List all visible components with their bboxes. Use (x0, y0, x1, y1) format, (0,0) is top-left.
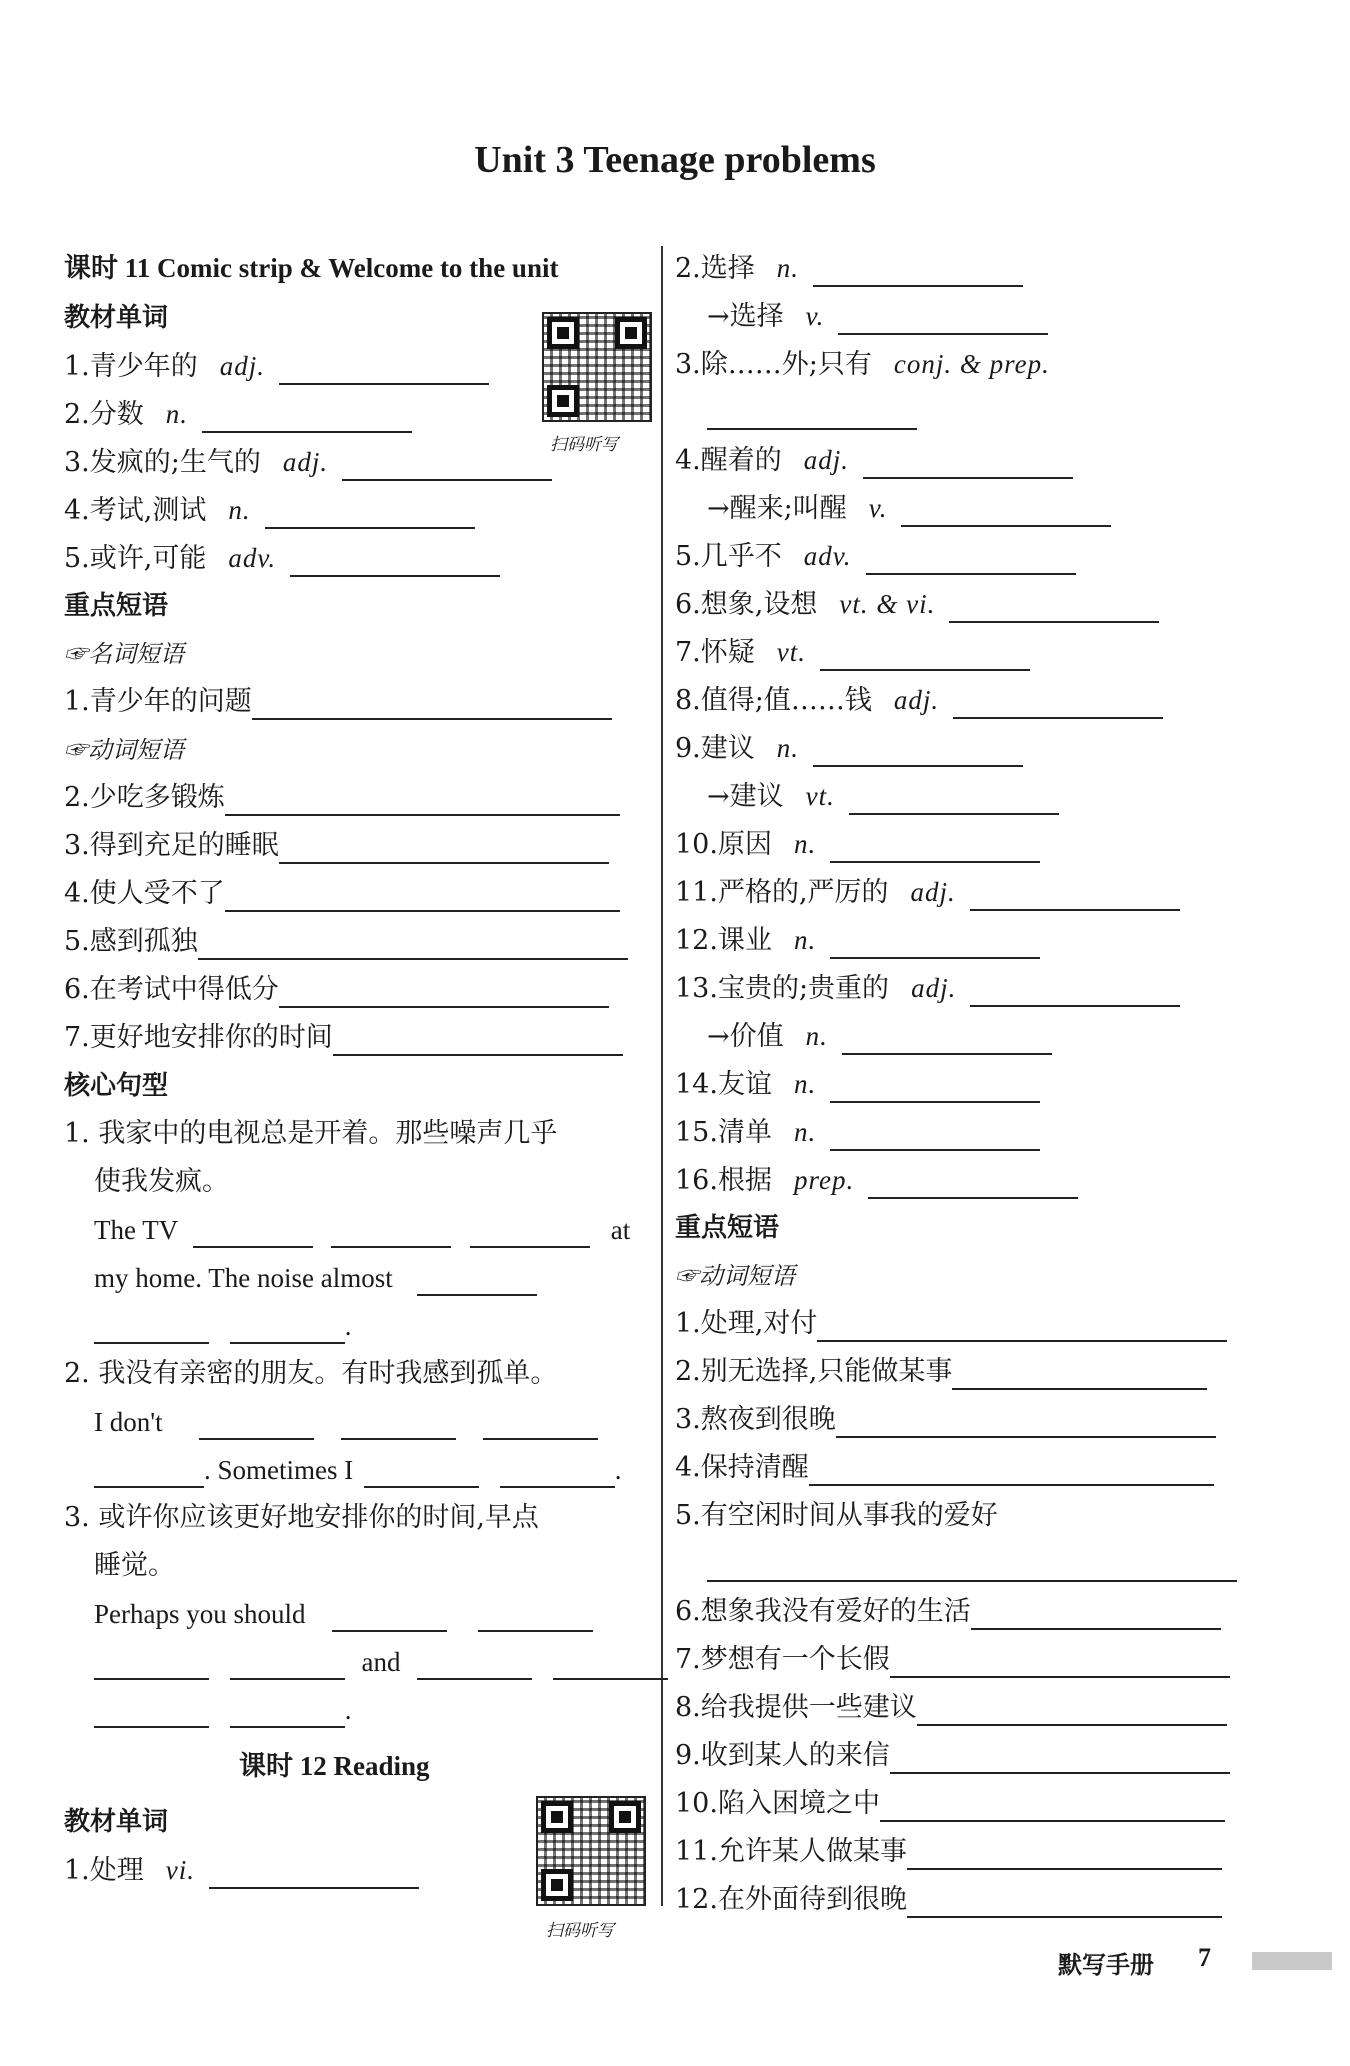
phrase-item: 2.别无选择,只能做某事 (675, 1354, 1207, 1390)
answer-blank[interactable] (849, 785, 1059, 815)
answer-blank[interactable] (813, 737, 1023, 767)
answer-blank[interactable] (500, 1458, 615, 1488)
answer-blank[interactable] (971, 1600, 1221, 1630)
answer-blank[interactable] (417, 1266, 537, 1296)
answer-blank[interactable] (890, 1744, 1230, 1774)
answer-blank[interactable] (252, 690, 612, 720)
phrase-item: 3.得到充足的睡眠 (64, 828, 609, 864)
sentence-3-cn-cont: 睡觉。 (94, 1550, 175, 1581)
vocab-item: 15.清单 n. (675, 1114, 1040, 1151)
answer-blank[interactable] (483, 1410, 598, 1440)
answer-blank[interactable] (94, 1314, 209, 1344)
answer-blank[interactable] (279, 978, 609, 1008)
vocab-item: →醒来;叫醒 v. (707, 490, 1111, 527)
phrase-item: 4.保持清醒 (675, 1450, 1214, 1486)
phrase-item: 7.梦想有一个长假 (675, 1642, 1230, 1678)
qr-label: 扫码听写 (550, 435, 618, 455)
phrase-item: 8.给我提供一些建议 (675, 1690, 1227, 1726)
answer-blank[interactable] (863, 449, 1073, 479)
answer-blank[interactable] (225, 882, 620, 912)
phrase-item-blank-line (707, 1546, 1237, 1582)
answer-blank[interactable] (952, 1360, 1207, 1390)
answer-blank[interactable] (225, 786, 620, 816)
sentence-3-en-cont: and (94, 1644, 668, 1680)
verb-phrase-category: ☞动词短语 (675, 1262, 795, 1290)
answer-blank[interactable] (279, 355, 489, 385)
answer-blank[interactable] (907, 1840, 1222, 1870)
vocab-item: 12.课业 n. (675, 922, 1040, 959)
footer-book-title: 默写手册 (1058, 1951, 1154, 1979)
answer-blank[interactable] (94, 1698, 209, 1728)
vocab-item: 9.建议 n. (675, 730, 1023, 767)
vocab-item: →建议 vt. (707, 778, 1059, 815)
vocab-item: 16.根据 prep. (675, 1162, 1078, 1199)
answer-blank[interactable] (842, 1025, 1052, 1055)
answer-blank[interactable] (970, 977, 1180, 1007)
sentence-2-cn: 2. 我没有亲密的朋友。有时我感到孤单。 (64, 1358, 558, 1389)
lesson-12-heading: 课时 12 Reading (239, 1751, 430, 1781)
answer-blank[interactable] (94, 1458, 204, 1488)
answer-blank[interactable] (836, 1408, 1216, 1438)
qr-code-icon[interactable] (542, 312, 652, 422)
vocab-item: 7.怀疑 vt. (675, 634, 1030, 671)
answer-blank[interactable] (830, 833, 1040, 863)
vocab-item: 10.原因 n. (675, 826, 1040, 863)
sentence-3-en: Perhaps you should (94, 1596, 593, 1632)
answer-blank[interactable] (907, 1888, 1222, 1918)
sentence-1-cn-cont: 使我发疯。 (94, 1166, 229, 1197)
sentence-1-en-end: . (94, 1308, 352, 1344)
sentence-heading: 核心句型 (64, 1071, 169, 1101)
phrase-item: 1.青少年的问题 (64, 684, 612, 720)
answer-blank[interactable] (279, 834, 609, 864)
answer-blank[interactable] (830, 1073, 1040, 1103)
phrase-item: 2.少吃多锻炼 (64, 780, 620, 816)
vocab-item: 3.除……外;只有 conj. & prep. (675, 349, 1050, 380)
answer-blank[interactable] (970, 881, 1180, 911)
sentence-1-en-cont: my home. The noise almost (94, 1260, 537, 1296)
qr-code-icon[interactable] (536, 1796, 646, 1906)
answer-blank[interactable] (830, 1121, 1040, 1151)
vocab-item: 2.分数 n. (64, 396, 412, 433)
answer-blank[interactable] (198, 930, 628, 960)
phrase-item: 11.允许某人做某事 (675, 1834, 1222, 1870)
answer-blank[interactable] (332, 1602, 447, 1632)
sentence-1-cn: 1. 我家中的电视总是开着。那些噪声几乎 (64, 1118, 558, 1149)
answer-blank[interactable] (830, 929, 1040, 959)
answer-blank[interactable] (202, 403, 412, 433)
answer-blank[interactable] (817, 1312, 1227, 1342)
answer-blank[interactable] (901, 497, 1111, 527)
answer-blank[interactable] (953, 689, 1163, 719)
phrase-item: 5.感到孤独 (64, 924, 628, 960)
vocab-item: 5.或许,可能 adv. (64, 540, 500, 577)
answer-blank[interactable] (553, 1650, 668, 1680)
answer-blank[interactable] (230, 1650, 345, 1680)
answer-blank[interactable] (890, 1648, 1230, 1678)
answer-blank[interactable] (364, 1458, 479, 1488)
vocab-item: →选择 v. (707, 298, 1048, 335)
answer-blank[interactable] (809, 1456, 1214, 1486)
phrase-heading: 重点短语 (675, 1213, 780, 1243)
answer-blank[interactable] (470, 1218, 590, 1248)
answer-blank[interactable] (707, 400, 917, 430)
verb-phrase-category: ☞动词短语 (64, 736, 184, 764)
vocab-item: 4.醒着的 adj. (675, 442, 1073, 479)
vocab-heading: 教材单词 (64, 303, 169, 333)
vocab-item-blank-line (707, 394, 917, 430)
answer-blank[interactable] (265, 499, 475, 529)
phrase-item: 7.更好地安排你的时间 (64, 1020, 623, 1056)
phrase-item: 6.在考试中得低分 (64, 972, 609, 1008)
sentence-2-en: I don't (94, 1404, 598, 1440)
answer-blank[interactable] (820, 641, 1030, 671)
vocab-item: 4.考试,测试 n. (64, 492, 475, 529)
answer-blank[interactable] (290, 547, 500, 577)
answer-blank[interactable] (331, 1218, 451, 1248)
vocab2-heading: 教材单词 (64, 1807, 169, 1837)
vocab-item: 3.发疯的;生气的 adj. (64, 444, 552, 481)
sentence-3-cn: 3. 或许你应该更好地安排你的时间,早点 (64, 1502, 539, 1533)
answer-blank[interactable] (342, 451, 552, 481)
phrase-item: 12.在外面待到很晚 (675, 1882, 1222, 1918)
answer-blank[interactable] (813, 257, 1023, 287)
vocab-item: 6.想象,设想 vt. & vi. (675, 586, 1159, 623)
phrase-item: 10.陷入困境之中 (675, 1786, 1225, 1822)
noun-phrase-category: ☞名词短语 (64, 640, 184, 668)
phrase-item: 4.使人受不了 (64, 876, 620, 912)
answer-blank[interactable] (838, 305, 1048, 335)
phrase-item: 6.想象我没有爱好的生活 (675, 1594, 1221, 1630)
page-number: 7 (1198, 1943, 1211, 1972)
answer-blank[interactable] (880, 1792, 1225, 1822)
phrase-item: 5.有空闲时间从事我的爱好 (675, 1500, 998, 1531)
vocab-item: →价值 n. (707, 1018, 1052, 1055)
answer-blank[interactable] (199, 1410, 314, 1440)
answer-blank[interactable] (333, 1026, 623, 1056)
answer-blank[interactable] (341, 1410, 456, 1440)
sentence-1-en: The TV at (94, 1212, 630, 1248)
answer-blank[interactable] (230, 1314, 345, 1344)
answer-blank[interactable] (949, 593, 1159, 623)
answer-blank[interactable] (917, 1696, 1227, 1726)
vocab-item: 2.选择 n. (675, 250, 1023, 287)
phrase-item: 3.熬夜到很晚 (675, 1402, 1216, 1438)
vocab-item: 11.严格的,严厉的 adj. (675, 874, 1180, 911)
vocab-item: 5.几乎不 adv. (675, 538, 1076, 575)
phrase-item: 1.处理,对付 (675, 1306, 1227, 1342)
vocab-item: 13.宝贵的;贵重的 adj. (675, 970, 1180, 1007)
answer-blank[interactable] (94, 1650, 209, 1680)
answer-blank[interactable] (707, 1552, 1237, 1582)
answer-blank[interactable] (868, 1169, 1078, 1199)
answer-blank[interactable] (417, 1650, 532, 1680)
lesson-11-heading: 课时 11 Comic strip & Welcome to the unit (64, 253, 559, 283)
vocab-item: 1.青少年的 adj. (64, 348, 489, 385)
answer-blank[interactable] (209, 1859, 419, 1889)
qr-label: 扫码听写 (546, 1921, 614, 1941)
sentence-2-en-cont: . Sometimes I . (94, 1452, 622, 1488)
vocab-item: 1.处理 vi. (64, 1852, 419, 1889)
phrase-heading: 重点短语 (64, 591, 169, 621)
answer-blank[interactable] (866, 545, 1076, 575)
answer-blank[interactable] (193, 1218, 313, 1248)
footer-bar (1252, 1952, 1332, 1970)
phrase-item: 9.收到某人的来信 (675, 1738, 1230, 1774)
answer-blank[interactable] (478, 1602, 593, 1632)
vocab-item: 14.友谊 n. (675, 1066, 1040, 1103)
vocab-item: 8.值得;值……钱 adj. (675, 682, 1163, 719)
page-title: Unit 3 Teenage problems (474, 139, 876, 181)
answer-blank[interactable] (230, 1698, 345, 1728)
sentence-3-en-end: . (94, 1692, 352, 1728)
